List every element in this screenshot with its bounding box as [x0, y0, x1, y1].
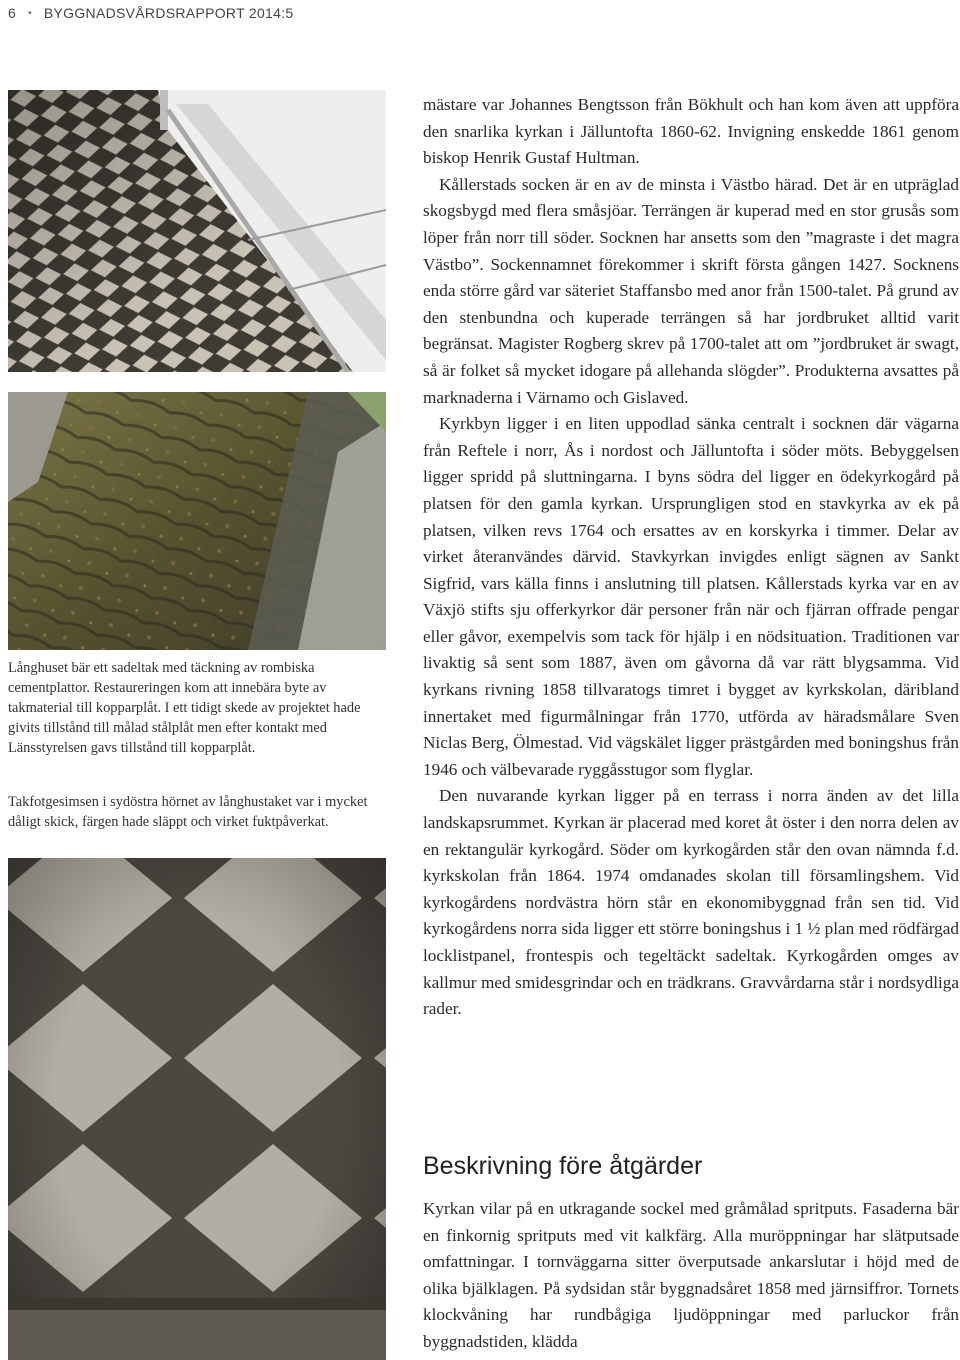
paragraph: mästare var Johannes Bengtsson från Bökhult och han kom även att uppföra den snarlika kyrkan i Jälluntofta 1860-62. Invigning enskedde 1861 genom biskop Henrik Gustaf Hultman.	[423, 95, 959, 168]
publication-title: BYGGNADSVÅRDSRAPPORT 2014:5	[43, 5, 294, 21]
paragraph: Kyrkbyn ligger i en liten uppodlad sänka centralt i socknen där vägarna från Reftele i norr, Ås i nordost och Jälluntofta i söder möts. Bebyggelsen ligger spridd på sluttningarna. I byns södra del ligger en ödekyrkogård på platsen för den gamla kyrkan. Ursprungligen stod en stavkyrka av ek på platsen, vilken revs 1764 och ersattes av en korskyrka i timmer. Delar av virket återanvändes därvid. Stavkyrkan invigdes enligt sägnen av Sankt Sigfrid, vars källa finns i anslutning till platsen. Kållerstads kyrka var en av Växjö stifts sju offerkyrkor där personer från när och fjärran offrade pengar eller gåvor, exempelvis som tack för hjälp i en nödsituation. Traditionen var livaktig så sent som 1887, även om gåvorna då var rätt blygsamma. Vid kyrkans rivning 1858 tillvaratogs timret i bygget av kyrkskolan, däribland innertaket med figurmålningar från 1770, utförda av häradsmålare Sven Niclas Berg, Ölmestad. Vid vägskälet ligger prästgården med boningshus från 1946 och välbevarade ryggåsstugor som flyglar.	[423, 414, 959, 779]
paragraph: Kållerstads socken är en av de minsta i Västbo härad. Det är en utpräglad skogsbygd med flera småsjöar. Terrängen är kuperad med en stor grusås som löper från norr till söder. Socknen har ansetts som den ”magraste i det magra Västbo”. Sockennamnet förekommer i skrift första gången 1427. Socknens enda större gård var säteriet Staffansbo med anor från 1500-talet. På grund av den stenbundna och kuperade terrängen så har jordbruket alltid varit begränsat. Magister Rogberg skrev på 1700-talet att om ”jordbruket är swagt, så är folket så mycket idogare på allehanda slögder”. Produkterna avsattes på marknaderna i Värnamo och Gislaved.	[423, 174, 959, 407]
separator-dot: •	[28, 7, 32, 19]
running-head	[8, 2, 293, 24]
photo-tiles-closeup	[8, 858, 386, 1360]
photo-roof-tiles	[8, 90, 386, 372]
photo-caption-roof: Långhuset bär ett sadeltak med täckning av rombiska cementplattor. Restaureringen kom att innebära byte av takmaterial till kopparplåt. I ett tidigt skede av projektet hade givits tillstånd till målad stålplåt men efter kontakt med Länsstyrelsen gavs tillstånd till kopparplåt.	[8, 660, 361, 756]
section-paragraph: Kyrkan vilar på en utkragande sockel med gråmålad spritputs. Fasaderna bär en finkornig spritputs med vit kalkfärg. Alla muröppningar har slätputsade omfattningar. I tornväggarna sitter överputsade ankarslutar i höjd med de olika bjälklagen. På sydsidan står byggnadsåret 1858 med järnsiffror. Tornets klockvåning har rundbågiga ljudöppningar med parluckor från byggnadstiden, klädda	[423, 1199, 959, 1351]
photo-caption-cornice: Takfotgesimsen i sydöstra hörnet av långhustaket var i mycket dåligt skick, färgen hade släppt och virket fuktpåverkat.	[8, 794, 368, 830]
page-number: 6	[8, 5, 17, 21]
main-body-text	[423, 92, 959, 1023]
section-heading: Beskrivning före åtgärder	[423, 1152, 703, 1180]
photo-mossy-roof	[8, 392, 386, 650]
paragraph: Den nuvarande kyrkan ligger på en terrass i norra änden av det lilla landskapsrummet. Kyrkan är placerad med koret åt öster i den norra delen av en rektangulär kyrkogård. Söder om kyrkogården står den ovan nämnda f.d. kyrkskolan från 1864. 1974 omdanades skolan till församlingshem. Vid kyrkogårdens nordvästra hörn står en ekonomibyggnad från sen tid. Vid kyrkogårdens norra sida ligger ett större boningshus i 1 ½ plan med rödfärgad locklistpanel, frontespis och tegeltäckt sadeltak. Kyrkogården omges av kallmur med smidesgrindar och en trädkrans. Gravvårdarna står i nordsydliga rader.	[423, 786, 959, 1019]
